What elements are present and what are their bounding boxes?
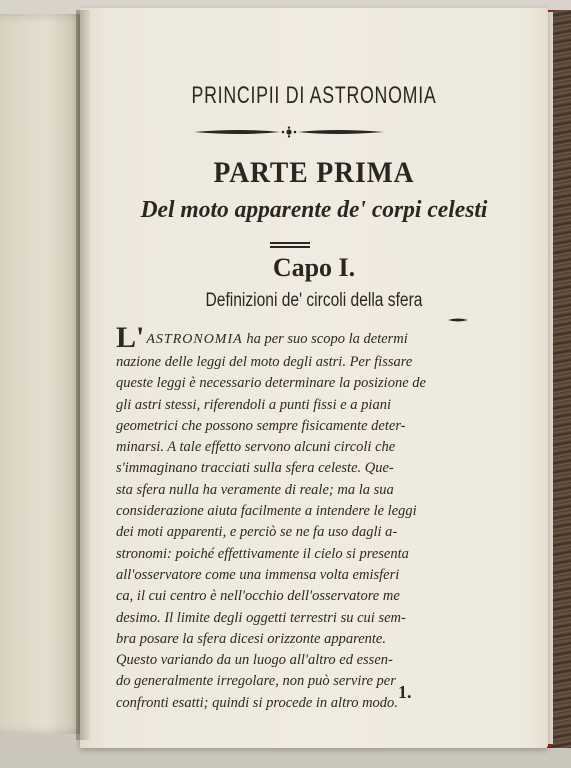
text-line: queste leggi è necessario determinare la posizione de — [116, 375, 426, 392]
chapter-title: Capo I. — [272, 253, 356, 282]
text-line: gli astri stessi, riferendoli a punti fissi e a piani — [116, 396, 391, 413]
left-page — [0, 14, 84, 734]
text-line: considerazione aiuta facilmente a intendere le leggi — [116, 503, 417, 520]
text-line: ca, il cui centro è nell'occhio dell'osservatore me — [116, 588, 400, 605]
part-subtitle: Del moto apparente de' corpi celesti — [140, 197, 488, 223]
text-line: dei moti apparenti, e perciò se ne fa uso dagli a- — [116, 524, 398, 541]
double-rule — [270, 241, 310, 249]
chapter-subtitle: Definizioni de' circoli della sfera — [205, 290, 423, 311]
text-line — [116, 321, 516, 354]
drop-cap: L' — [116, 321, 145, 354]
text-line: stronomi: poiché effettivamente il cielo si presenta — [116, 545, 409, 562]
text-line: confronti esatti; quindi si procede in altro modo. — [116, 694, 398, 711]
first-word: ASTRONOMIA — [146, 332, 243, 347]
body-text — [116, 321, 516, 714]
part-title: PARTE PRIMA — [213, 156, 415, 189]
text-line: do generalmente irregolare, non può servire per — [116, 673, 396, 690]
text-line: minarsi. A tale effetto servono alcuni circoli che — [116, 439, 396, 456]
ornament-divider — [192, 126, 386, 138]
page-number: 1. — [398, 682, 412, 702]
text-line: s'immaginano tracciati sulla sfera celeste. Que- — [116, 460, 394, 477]
text-line: desimo. Il limite degli oggetti terrestri su cui sem- — [116, 609, 406, 626]
text-line: geometrici che possono sempre fisicamente deter- — [116, 417, 406, 434]
text-line: bra posare la sfera dicesi orizzonte apparente. — [116, 630, 386, 647]
right-page — [80, 8, 548, 748]
text-line: all'osservatore come una immensa volta emisferi — [116, 566, 400, 583]
text-line: nazione delle leggi del moto degli astri. Per fissare — [116, 354, 413, 370]
first-line-rest: ha per suo scopo la determi — [246, 331, 408, 347]
running-title: PRINCIPII DI ASTRONOMIA — [191, 82, 437, 109]
gutter-shadow — [76, 10, 90, 740]
text-line: sta sfera nulla ha veramente di reale; ma la sua — [116, 481, 394, 498]
text-line: Questo variando da un luogo all'altro ed essen- — [116, 652, 393, 669]
small-rule — [448, 317, 468, 323]
